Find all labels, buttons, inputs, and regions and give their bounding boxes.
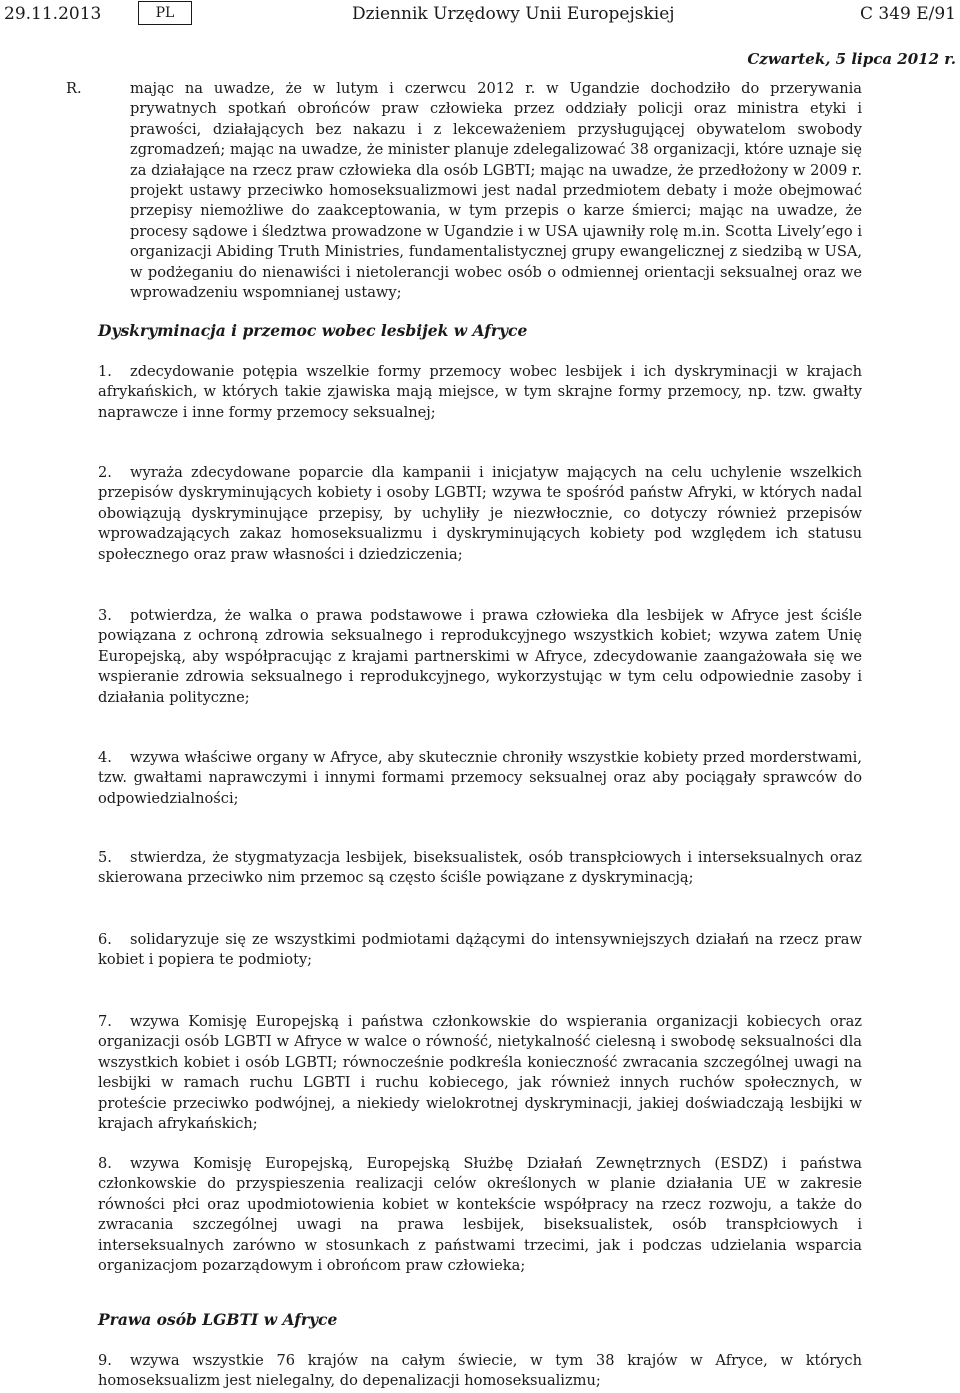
paragraph-text: wyraża zdecydowane poparcie dla kampanii i inicjatyw mających na celu uchylenie wszelkich przepisów dyskryminujących kobiety i osoby LGBTI; wzywa te spośród państw Afryki, w których nadal obowiązują dyskryminujące przepisy, by uchyliły je niezwłocznie, co dotyczy również przepisów wprowadzających zakaz homoseksualizmu i dyskryminujących kobiety pod względem ich statusu społecznego oraz praw własności i dziedziczenia; (98, 464, 862, 563)
paragraph (98, 606, 862, 708)
paragraph (98, 930, 862, 971)
paragraph (98, 362, 862, 423)
paragraph-number: 1. (98, 363, 112, 380)
paragraph-number: 3. (98, 607, 112, 624)
section-heading: Prawa osób LGBTI w Afryce (98, 1310, 338, 1329)
recital-text: mając na uwadze, że w lutym i czerwcu 2012 r. w Ugandzie dochodziło do przerywania prywatnych spotkań obrońców praw człowieka przez oddziały policji oraz ministra etyki i prawości, działających bez nakazu i z lekceważeniem przysługującej obywatelom swobody zgromadzeń; mając na uwadze, że minister planuje zdelegalizować 38 organizacji, które uznaje się za działające na rzecz praw człowieka dla osób LGBTI; mając na uwadze, że przedłożony w 2009 r. projekt ustawy przeciwko homoseksualizmowi jest nadal przedmiotem debaty i może obejmować przepisy niemożliwe do zaakceptowania, w tym przepis o karze śmierci; mając na uwadze, że procesy sądowe i śledztwa prowadzone w Ugandzie i w USA ujawniły rolę m.in. Scotta Lively’ego i organizacji Abiding Truth Ministries, fundamentalistycznej grupy ewangelicznej z siedzibą w USA, w podżeganiu do nienawiści i nietolerancji wobec osób o odmiennej orientacji seksualnej oraz we wprowadzeniu wspomnianej ustawy; (130, 80, 862, 302)
paragraph-text: stwierdza, że stygmatyzacja lesbijek, biseksualistek, osób transpłciowych i interseksualnych oraz skierowana przeciwko nim przemoc są często ściśle powiązane z dyskryminacją; (98, 849, 862, 887)
page-header (0, 0, 960, 40)
paragraph-text: zdecydowanie potępia wszelkie formy przemocy wobec lesbijek i ich dyskryminacji w krajach afrykańskich, w których takie zjawiska mają miejsce, w tym skrajne formy przemocy, np. tzw. gwałty naprawcze i inne formy przemocy seksualnej; (98, 363, 862, 421)
paragraph-number: 4. (98, 749, 112, 766)
paragraph (98, 748, 862, 809)
paragraph-number: 5. (98, 849, 112, 866)
paragraph-text: solidaryzuje się ze wszystkimi podmiotami dążącymi do intensywniejszych działań na rzecz praw kobiet i popiera te podmioty; (98, 931, 862, 969)
paragraph (98, 1351, 862, 1392)
journal-title: Dziennik Urzędowy Unii Europejskiej (352, 4, 675, 24)
paragraph-number: 9. (98, 1352, 112, 1369)
paragraph (98, 463, 862, 565)
paragraph-number: 7. (98, 1013, 112, 1030)
paragraph-text: potwierdza, że walka o prawa podstawowe i prawa człowieka dla lesbijek w Afryce jest ściśle powiązana z ochroną zdrowia seksualnego i reprodukcyjnego wszystkich kobiet; wzywa zatem Unię Europejską, aby współpracując z krajami partnerskimi w Afryce, zdecydowanie zaangażowała się we wspieranie zdrowia seksualnego i reprodukcyjnego, wykorzystując w tym celu odpowiednie zasoby i działania polityczne; (98, 607, 862, 706)
paragraph-number: 6. (98, 931, 112, 948)
paragraph-text: wzywa właściwe organy w Afryce, aby skutecznie chroniły wszystkie kobiety przed morderstwami, tzw. gwałtami naprawczymi i innymi formami przemocy seksualnej oraz aby pociągały sprawców do odpowiedzialności; (98, 749, 862, 807)
paragraph-number: 2. (98, 464, 112, 481)
paragraph-text: wzywa wszystkie 76 krajów na całym świecie, w tym 38 krajów w Afryce, w których homoseksualizm jest nielegalny, do depenalizacji homoseksualizmu; (98, 1352, 862, 1390)
paragraph (98, 1154, 862, 1276)
publication-date: 29.11.2013 (4, 4, 102, 24)
paragraph-text: wzywa Komisję Europejską i państwa członkowskie do wspierania organizacji kobiecych oraz organizacji osób LGBTI w Afryce w walce o równość, nietykalność cielesną i swobodę seksualności dla wszystkich kobiet i osób LGBTI; równocześnie podkreśla konieczność zwracania szczególnej uwagi na lesbijki w ramach ruchu LGBTI i ruchu kobiecego, jak również innych ruchów społecznych, w proteście przeciwko podwójnej, a niekiedy wielokrotnej dyskryminacji, jakiej doświadczają lesbijki w krajach afrykańskich; (98, 1013, 862, 1133)
recital-label: R. (66, 80, 82, 97)
paragraph-number: 8. (98, 1155, 112, 1172)
paragraph-text: wzywa Komisję Europejską, Europejską Służbę Działań Zewnętrznych (ESDZ) i państwa członkowskie do przyspieszenia realizacji celów określonych w planie działania UE w zakresie równości płci oraz upodmiotowienia kobiet w kontekście współpracy na rzecz rozwoju, a także do zwracania szczególnej uwagi na prawa lesbijek, biseksualistek, osób transpłciowych i interseksualnych zarówno w stosunkach z państwami trzecimi, jak i podczas udzielania wsparcia organizacjom pozarządowym i obrońcom praw człowieka; (98, 1155, 862, 1275)
sitting-date: Czwartek, 5 lipca 2012 r. (747, 50, 956, 68)
page-reference: C 349 E/91 (859, 4, 956, 24)
paragraph (98, 1012, 862, 1134)
recital-r (66, 79, 862, 303)
language-badge: PL (138, 1, 192, 25)
section-heading: Dyskryminacja i przemoc wobec lesbijek w Afryce (98, 321, 528, 340)
paragraph (98, 848, 862, 889)
